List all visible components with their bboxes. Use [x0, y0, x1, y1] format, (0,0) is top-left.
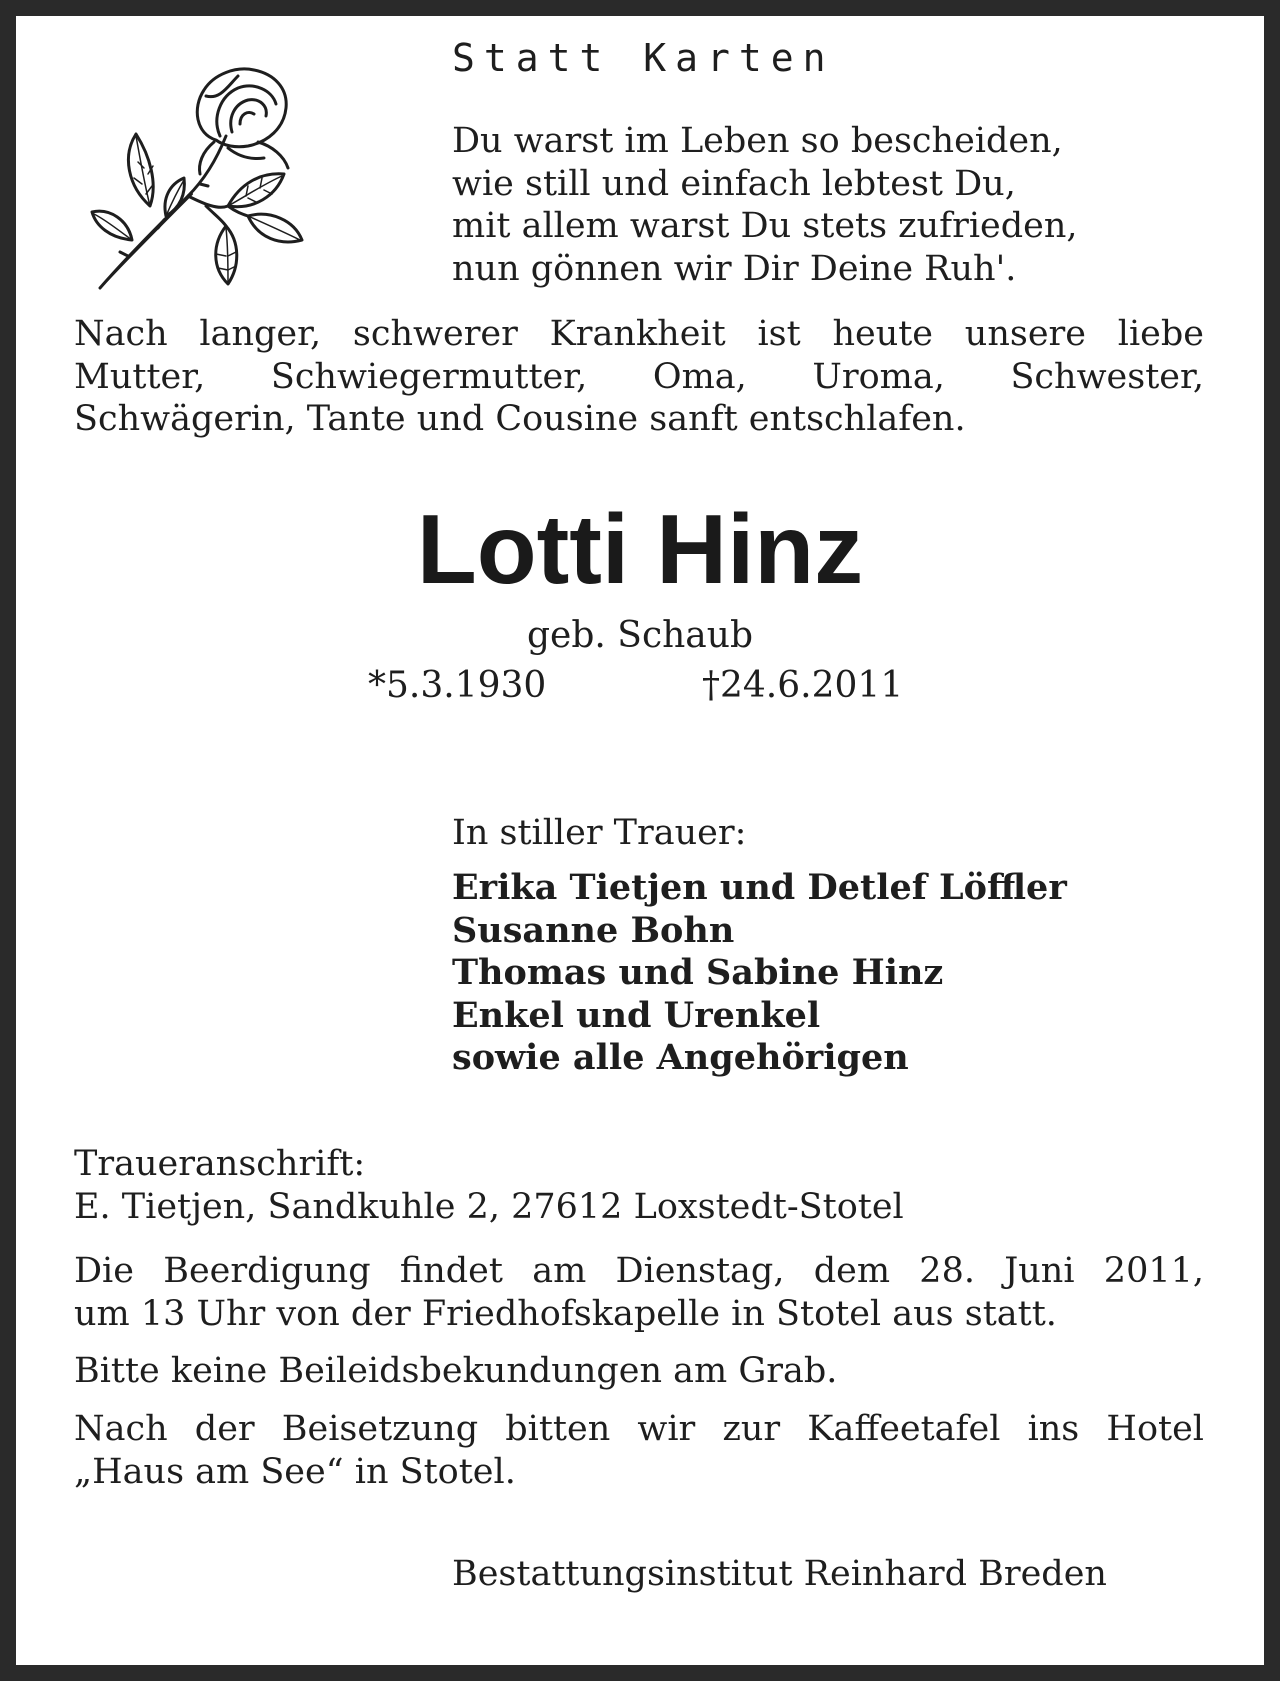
- death-date: †24.6.2011: [702, 665, 904, 706]
- undertaker-name: Bestattungsinstitut Reinhard Breden: [452, 1554, 1107, 1594]
- no-condolences-note: Bitte keine Beileidsbekundungen am Grab.: [74, 1351, 838, 1391]
- burial-line: um 13 Uhr von der Friedhofskapelle in Stotel aus statt.: [74, 1293, 1057, 1334]
- burial-line: Die Beerdigung findet am Dienstag, dem 28. Juni 2011,: [74, 1251, 1204, 1291]
- poem-line: nun gönnen wir Dir Deine Ruh'.: [452, 248, 1017, 289]
- rose-icon: [88, 56, 318, 296]
- intro-line: Nach langer, schwerer Krankheit ist heute unsere liebe: [74, 314, 1204, 354]
- born-name: geb. Schaub: [527, 615, 753, 656]
- deceased-name: Lotti Hinz: [416, 494, 864, 604]
- poem: [452, 120, 1078, 290]
- statt-karten-heading: Statt Karten: [452, 36, 835, 80]
- mourning-address: [74, 1143, 904, 1228]
- mourner-line: sowie alle Angehörigen: [452, 1037, 909, 1078]
- mourner-line: Erika Tietjen und Detlef Löffler: [452, 867, 1067, 908]
- intro-line: Mutter, Schwiegermutter, Oma, Uroma, Schwester,: [74, 356, 1204, 397]
- poem-line: mit allem warst Du stets zufrieden,: [452, 206, 1078, 246]
- intro-text: [74, 313, 1204, 441]
- mourners-list: [452, 867, 1067, 1080]
- mourner-line: Susanne Bohn: [452, 909, 735, 951]
- address-label: Traueranschrift:: [74, 1144, 366, 1184]
- intro-line: Schwägerin, Tante und Cousine sanft entschlafen.: [74, 399, 966, 439]
- coffee-invitation: [74, 1408, 1204, 1493]
- coffee-line: Nach der Beisetzung bitten wir zur Kaffeetafel ins Hotel: [74, 1409, 1204, 1449]
- birth-date: *5.3.1930: [368, 665, 547, 706]
- mourner-line: Enkel und Urenkel: [452, 994, 821, 1036]
- address-value: E. Tietjen, Sandkuhle 2, 27612 Loxstedt-Stotel: [74, 1186, 904, 1227]
- poem-line: wie still und einfach lebtest Du,: [452, 163, 1016, 204]
- mourning-heading: In stiller Trauer:: [452, 813, 747, 853]
- mourner-line: Thomas und Sabine Hinz: [452, 952, 944, 993]
- burial-info: [74, 1250, 1204, 1335]
- coffee-line: „Haus am See“ in Stotel.: [74, 1451, 516, 1492]
- poem-line: Du warst im Leben so bescheiden,: [452, 121, 1063, 161]
